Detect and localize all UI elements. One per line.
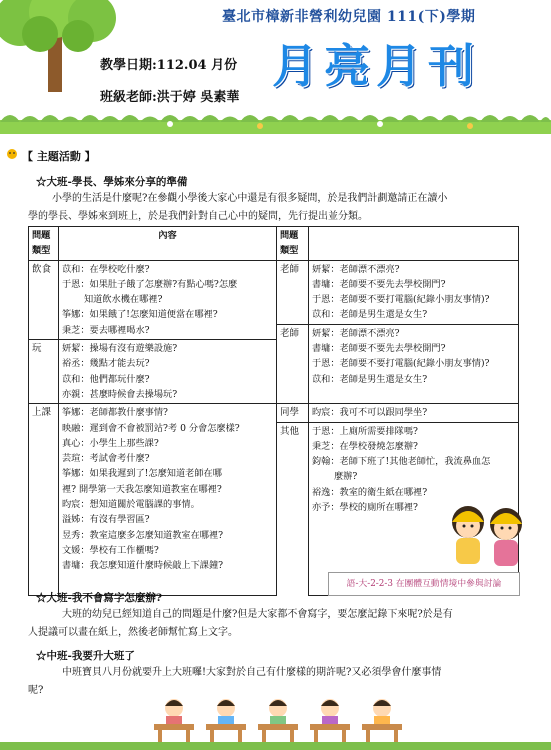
tree-icon: [0, 0, 120, 92]
category-cell: 其他: [277, 422, 309, 595]
sun-icon: [4, 146, 20, 162]
table-row: [29, 404, 519, 422]
paragraph-line: 大班的幼兒已經知道自己的問題是什麼?但是大家都不會寫字，要怎麼記錄下來呢?於是有: [62, 609, 453, 620]
paragraph-line: 小學的生活是什麼呢?在參觀小學後大家心中還是有很多疑問，於是我們計劃邀請正在讀小: [52, 193, 448, 204]
header-title: 臺北市樟新非營利幼兒園 111(下)學期: [222, 9, 476, 25]
paragraph-line: 學的學長、學姊來到班上，於是我們針對自己心中的疑問，先行提出並分類。: [28, 211, 368, 222]
column-header: 問題 類型: [277, 227, 309, 261]
category-cell: 上課: [29, 404, 59, 595]
class-teachers: 班級老師:洪于婷 吳素華: [100, 90, 240, 105]
category-cell: 飲食: [29, 260, 59, 339]
paragraph-line: 人提議可以畫在紙上，然後老師幫忙寫上文字。: [28, 627, 238, 638]
content-cell: 妍絜：操場有沒有遊樂設施? 裕丞：幾點才能去玩? 苡和：他們都玩什麼? 亦親：甚麼時候會去操場玩?: [59, 340, 277, 404]
paragraph-line: 中班寶貝八月份就要升上大班囉!大家對於自己有什麼樣的期許呢?又必須學會什麼事情: [62, 667, 442, 678]
content-cell: 苡和：在學校吃什麼? 于恩：如果肚子餓了怎麼辦?有點心嗎?怎麼 知道飲水機在哪裡? 筝娜：如果餓了!怎麼知道便當在哪裡? 秉芝：要去哪裡喝水?: [59, 260, 277, 339]
teaching-date: 教學日期:112.04 月份: [100, 58, 238, 73]
sub-heading-writing: ☆大班-我不會寫字怎麼辦?: [36, 592, 163, 604]
newsletter-title: 月亮月刊: [272, 39, 480, 93]
paragraph-line: 呢?: [28, 685, 44, 696]
content-cell: 妍絜：老師漂不漂亮? 書墉：老師要不要先去學校開門? 于恩：老師要不要打電腦(紀錄小朋友事情)? 苡和：老師是男生還是女生?: [309, 260, 519, 324]
category-cell: 玩: [29, 340, 59, 404]
column-header: 問題 類型: [29, 227, 59, 261]
content-cell: 昀宸：我可不可以跟同學坐?: [309, 404, 519, 422]
ground-decoration: [0, 742, 551, 750]
table-row: [29, 260, 519, 324]
sub-heading-senior-prep: ☆大班-學長、學姊來分享的準備: [36, 176, 188, 188]
section-heading: 【 主題活動 】: [22, 150, 96, 163]
content-cell: 于恩：上廁所需要排隊嗎? 秉芝：在學校發燒怎麼辦? 鈞翰：老師下班了!其他老師忙，我流鼻血怎 麼辦? 裕逸：教室的衛生紙在哪裡? 亦予：學校的廁所在哪裡?: [309, 422, 519, 595]
content-cell: 妍絜：老師漂不漂亮? 書墉：老師要不要先去學校開門? 于恩：老師要不要打電腦(紀錄小朋友事情)? 苡和：老師是男生還是女生?: [309, 324, 519, 403]
sub-heading-middle-class: ☆中班-我要升大班了: [36, 650, 135, 662]
column-header: [309, 227, 519, 261]
category-cell: 老師: [277, 324, 309, 403]
category-cell: 老師: [277, 260, 309, 324]
column-header: 內容: [59, 227, 277, 261]
kids-icon: [440, 500, 535, 570]
table-header-row: [29, 227, 519, 261]
content-cell: 筝娜：老師都教什麼事情? 映融：遲到會不會被罰站?考 0 分會怎麼樣? 真心：小學生上那些課? 芸瑄：考試會考什麼? 筝娜：如果我遲到了!怎麼知道老師在哪 裡? 開學第一天我怎麼知道教室在哪裡? 昀宸：想知道關於電腦課的事情。 溢姊：有沒有學習區? 昱秀：教室這麼多怎麼知道教室在哪裡? 文媛：學校有工作櫃嗎? 書墉：我怎麼知道什麼時候敲上下課鐘?: [59, 404, 277, 595]
curriculum-caption: 語-大-2-2-3 在團體互動情境中參與討論: [328, 572, 520, 596]
grass-decoration: [0, 108, 551, 134]
category-cell: 同學: [277, 404, 309, 422]
